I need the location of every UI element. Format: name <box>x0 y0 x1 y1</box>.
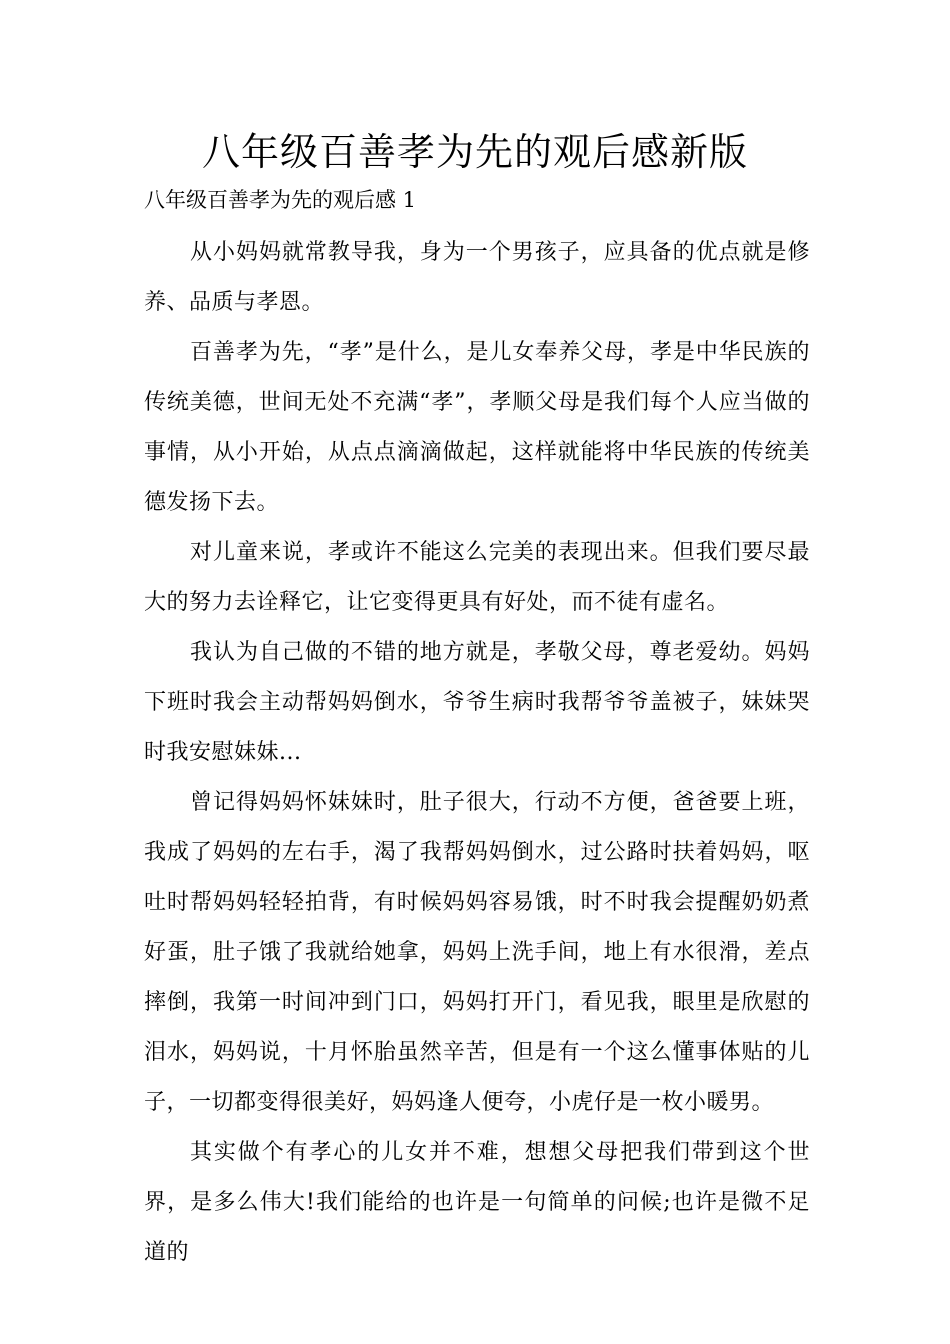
document-body <box>144 228 810 1278</box>
paragraph: 从小妈妈就常教导我，身为一个男孩子，应具备的优点就是修养、品质与孝恩。 <box>144 240 810 315</box>
document-subtitle: 八年级百善孝为先的观后感 1 <box>144 188 417 212</box>
paragraph: 其实做个有孝心的儿女并不难，想想父母把我们带到这个世界，是多么伟大!我们能给的也许是一句简单的问候;也许是微不足道的 <box>144 1140 810 1265</box>
paragraph: 百善孝为先，“孝”是什么，是儿女奉养父母，孝是中华民族的传统美德，世间无处不充满“孝”，孝顺父母是我们每个人应当做的事情，从小开始，从点点滴滴做起，这样就能将中华民族的传统美德发扬下去。 <box>144 340 810 515</box>
paragraph: 曾记得妈妈怀妹妹时，肚子很大，行动不方便，爸爸要上班，我成了妈妈的左右手，渴了我帮妈妈倒水，过公路时扶着妈妈，呕吐时帮妈妈轻轻拍背，有时候妈妈容易饿，时不时我会提醒奶奶煮好蛋，肚子饿了我就给她拿，妈妈上洗手间，地上有水很滑，差点摔倒，我第一时间冲到门口，妈妈打开门，看见我，眼里是欣慰的泪水，妈妈说，十月怀胎虽然辛苦，但是有一个这么懂事体贴的儿子，一切都变得很美好，妈妈逢人便夸，小虎仔是一枚小暖男。 <box>144 790 810 1115</box>
document-title: 八年级百善孝为先的观后感新版 <box>201 130 748 174</box>
paragraph: 我认为自己做的不错的地方就是，孝敬父母，尊老爱幼。妈妈下班时我会主动帮妈妈倒水，爷爷生病时我帮爷爷盖被子，妹妹哭时我安慰妹妹... <box>144 640 810 765</box>
paragraph: 对儿童来说，孝或许不能这么完美的表现出来。但我们要尽最大的努力去诠释它，让它变得更具有好处，而不徒有虚名。 <box>144 540 810 615</box>
